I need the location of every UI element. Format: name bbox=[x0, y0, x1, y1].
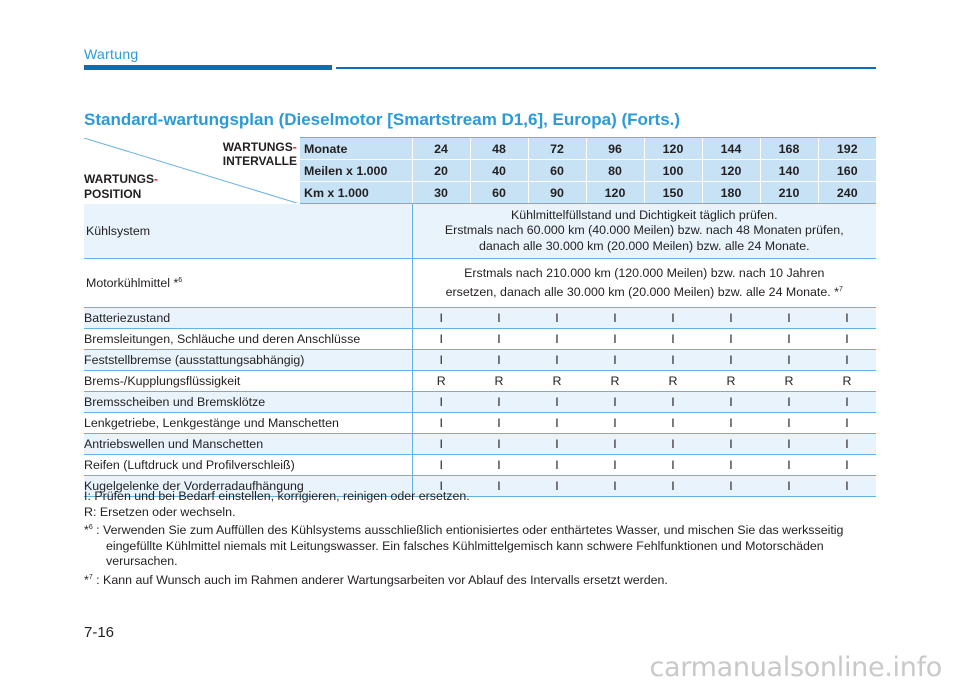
page-number: 7-16 bbox=[84, 624, 115, 641]
header-value: 120 bbox=[644, 138, 702, 160]
row-value: I bbox=[412, 476, 470, 497]
row-value: R bbox=[818, 371, 876, 392]
header-row-monate bbox=[84, 138, 876, 160]
footnote-ref: 7 bbox=[838, 285, 843, 293]
row-value: I bbox=[528, 329, 586, 350]
row-label: Lenkgetriebe, Lenkgestänge und Manschetten bbox=[84, 413, 412, 434]
row-value: I bbox=[586, 476, 644, 497]
note-legend-i: I: Prüfen und bei Bedarf einstellen, korrigieren, reinigen oder ersetzen. bbox=[84, 489, 470, 503]
row-value: I bbox=[470, 308, 528, 329]
section-title: Wartung bbox=[84, 46, 139, 62]
header-value: 72 bbox=[528, 138, 586, 160]
row-value: I bbox=[760, 350, 818, 371]
corner-label-intervalle bbox=[223, 140, 297, 168]
row-value: I bbox=[412, 392, 470, 413]
row-value: I bbox=[702, 455, 760, 476]
table-row bbox=[84, 350, 876, 371]
row-value: I bbox=[470, 455, 528, 476]
page-heading: Standard-wartungsplan (Dieselmotor [Smartstream D1,6], Europa) (Forts.) bbox=[84, 110, 681, 129]
header-label: Monate bbox=[300, 138, 412, 160]
row-value: I bbox=[470, 350, 528, 371]
row-value: I bbox=[818, 476, 876, 497]
instruction-line: danach alle 30.000 km (20.000 Meilen) bzw. alle 24 Monate. bbox=[478, 238, 810, 253]
row-value: I bbox=[818, 308, 876, 329]
header-value: 120 bbox=[702, 160, 760, 182]
notes bbox=[84, 489, 884, 588]
table-row-motorkuehlmittel bbox=[84, 259, 876, 308]
row-value: I bbox=[412, 329, 470, 350]
header-value: 20 bbox=[412, 160, 470, 182]
header-value: 100 bbox=[644, 160, 702, 182]
header-value: 60 bbox=[528, 160, 586, 182]
row-value: R bbox=[528, 371, 586, 392]
row-value: I bbox=[644, 308, 702, 329]
row-value: R bbox=[586, 371, 644, 392]
header-value: 160 bbox=[818, 160, 876, 182]
row-value: I bbox=[644, 329, 702, 350]
row-label: Antriebswellen und Manschetten bbox=[84, 434, 412, 455]
row-value: I bbox=[586, 350, 644, 371]
table-row bbox=[84, 455, 876, 476]
header-label: Km x 1.000 bbox=[300, 182, 412, 204]
row-value: I bbox=[470, 476, 528, 497]
header-value: 168 bbox=[760, 138, 818, 160]
row-value: I bbox=[818, 434, 876, 455]
section-bar-thick bbox=[84, 65, 332, 70]
corner-top-line1: WARTUNGS- bbox=[222, 139, 297, 154]
footnote-text: : Verwenden Sie zum Auffüllen des Kühlsystems ausschließlich entionisiertes oder enthärtetes Wasser, und mischen Sie das werksseitig eingefüllte Kühlmittel niemals mit Leitungswasser. Ein falsches Kühlmittelgemisch kann schwere Fehlfunktionen und Motorschäden verursachen. bbox=[92, 523, 844, 568]
header-value: 24 bbox=[412, 138, 470, 160]
motorkuehlmittel-instruction bbox=[412, 259, 876, 308]
header-value: 30 bbox=[412, 182, 470, 204]
row-value: I bbox=[528, 476, 586, 497]
table-row bbox=[84, 392, 876, 413]
footnote-ref: 6 bbox=[178, 277, 183, 284]
row-label: Bremsscheiben und Bremsklötze bbox=[84, 392, 412, 413]
row-value: I bbox=[586, 392, 644, 413]
row-value: R bbox=[470, 371, 528, 392]
row-value: I bbox=[644, 392, 702, 413]
row-value: R bbox=[412, 371, 470, 392]
table-corner-cell bbox=[84, 138, 300, 204]
row-value: R bbox=[760, 371, 818, 392]
row-value: I bbox=[702, 350, 760, 371]
row-value: I bbox=[644, 434, 702, 455]
row-value: I bbox=[412, 434, 470, 455]
header-value: 180 bbox=[702, 182, 760, 204]
table-row bbox=[84, 329, 876, 350]
corner-bottom-line1: WARTUNGS- bbox=[84, 172, 158, 186]
row-value: I bbox=[760, 329, 818, 350]
row-value: R bbox=[702, 371, 760, 392]
row-value: I bbox=[818, 350, 876, 371]
row-label: Feststellbremse (ausstattungsabhängig) bbox=[84, 350, 412, 371]
maintenance-table bbox=[84, 137, 876, 497]
footnote-mark: * bbox=[84, 572, 89, 587]
corner-dash: - bbox=[292, 139, 297, 154]
corner-label-position bbox=[84, 172, 158, 202]
row-value: I bbox=[818, 392, 876, 413]
row-value: I bbox=[586, 308, 644, 329]
row-value: I bbox=[586, 455, 644, 476]
row-value: I bbox=[528, 434, 586, 455]
row-value: I bbox=[586, 434, 644, 455]
row-value: I bbox=[412, 308, 470, 329]
row-label: Bremsleitungen, Schläuche und deren Anschlüsse bbox=[84, 329, 412, 350]
instruction-line: ersetzen, danach alle 30.000 km (20.000 Meilen) bzw. alle 24 Monate. * bbox=[445, 284, 839, 299]
row-value: I bbox=[760, 392, 818, 413]
row-value: I bbox=[528, 413, 586, 434]
row-label: Reifen (Luftdruck und Profilverschleiß) bbox=[84, 455, 412, 476]
row-label-text: Motorkühlmittel * bbox=[86, 276, 179, 290]
header-value: 150 bbox=[644, 182, 702, 204]
table-row-kuehlsystem bbox=[84, 204, 876, 259]
table-row bbox=[84, 371, 876, 392]
row-value: I bbox=[818, 329, 876, 350]
row-value: I bbox=[760, 455, 818, 476]
header-value: 192 bbox=[818, 138, 876, 160]
header-value: 40 bbox=[470, 160, 528, 182]
row-value: I bbox=[644, 350, 702, 371]
row-value: I bbox=[644, 413, 702, 434]
row-value: I bbox=[760, 308, 818, 329]
row-value: I bbox=[412, 455, 470, 476]
row-value: I bbox=[702, 413, 760, 434]
footnote-text: : Kann auf Wunsch auch im Rahmen anderer Wartungsarbeiten vor Ablauf des Intervalls ersetzt werden. bbox=[92, 572, 668, 587]
row-value: I bbox=[528, 392, 586, 413]
row-value: I bbox=[818, 455, 876, 476]
header-value: 96 bbox=[586, 138, 644, 160]
instruction-line: Erstmals nach 60.000 km (40.000 Meilen) bzw. nach 48 Monaten prüfen, bbox=[444, 223, 844, 238]
footnote-number: 7 bbox=[88, 573, 93, 581]
row-value: I bbox=[818, 413, 876, 434]
watermark: carmanualsonline.info bbox=[649, 652, 942, 683]
instruction-line: Kühlmittelfüllstand und Dichtigkeit täglich prüfen. bbox=[510, 207, 778, 222]
row-value: I bbox=[586, 329, 644, 350]
row-value: I bbox=[702, 329, 760, 350]
row-value: I bbox=[760, 434, 818, 455]
header-value: 144 bbox=[702, 138, 760, 160]
row-value: I bbox=[586, 413, 644, 434]
header-value: 210 bbox=[760, 182, 818, 204]
footnote-mark: * bbox=[84, 523, 89, 537]
footnote-6 bbox=[84, 520, 884, 570]
footnote-7 bbox=[84, 570, 884, 589]
row-label: Kugelgelenke der Vorderradaufhängung bbox=[84, 476, 412, 497]
note-legend-r: R: Ersetzen oder wechseln. bbox=[84, 504, 236, 519]
header-value: 240 bbox=[818, 182, 876, 204]
header-value: 48 bbox=[470, 138, 528, 160]
row-value: I bbox=[702, 476, 760, 497]
row-value: I bbox=[470, 434, 528, 455]
corner-bottom-line2: POSITION bbox=[84, 187, 142, 201]
row-value: I bbox=[470, 392, 528, 413]
row-value: I bbox=[470, 413, 528, 434]
row-value: I bbox=[528, 350, 586, 371]
row-value: I bbox=[760, 413, 818, 434]
row-value: I bbox=[412, 413, 470, 434]
row-label: Kühlsystem bbox=[84, 204, 412, 259]
row-value: I bbox=[702, 308, 760, 329]
header-label: Meilen x 1.000 bbox=[300, 160, 412, 182]
row-value: I bbox=[702, 434, 760, 455]
header-value: 90 bbox=[528, 182, 586, 204]
kuehlsystem-instruction bbox=[412, 204, 876, 259]
row-label: Brems-/Kupplungsflüssigkeit bbox=[84, 371, 412, 392]
header-value: 60 bbox=[470, 182, 528, 204]
row-value: I bbox=[528, 308, 586, 329]
table-row bbox=[84, 308, 876, 329]
header-value: 120 bbox=[586, 182, 644, 204]
instruction-line: Erstmals nach 210.000 km (120.000 Meilen) bzw. nach 10 Jahren bbox=[464, 266, 825, 280]
row-label: Batteriezustand bbox=[84, 308, 412, 329]
row-value: I bbox=[644, 455, 702, 476]
footnote-number: 6 bbox=[88, 524, 93, 531]
row-value: I bbox=[702, 392, 760, 413]
row-value: I bbox=[470, 329, 528, 350]
corner-dash: - bbox=[154, 172, 158, 186]
header-value: 140 bbox=[760, 160, 818, 182]
header-value: 80 bbox=[586, 160, 644, 182]
row-value: I bbox=[528, 455, 586, 476]
row-value: I bbox=[412, 350, 470, 371]
row-label bbox=[84, 259, 412, 308]
table-row bbox=[84, 434, 876, 455]
corner-top-line2: INTERVALLE bbox=[222, 153, 297, 168]
row-value: I bbox=[760, 476, 818, 497]
row-value: I bbox=[644, 476, 702, 497]
section-bar-thin bbox=[336, 67, 876, 69]
row-value: R bbox=[644, 371, 702, 392]
table-row bbox=[84, 413, 876, 434]
